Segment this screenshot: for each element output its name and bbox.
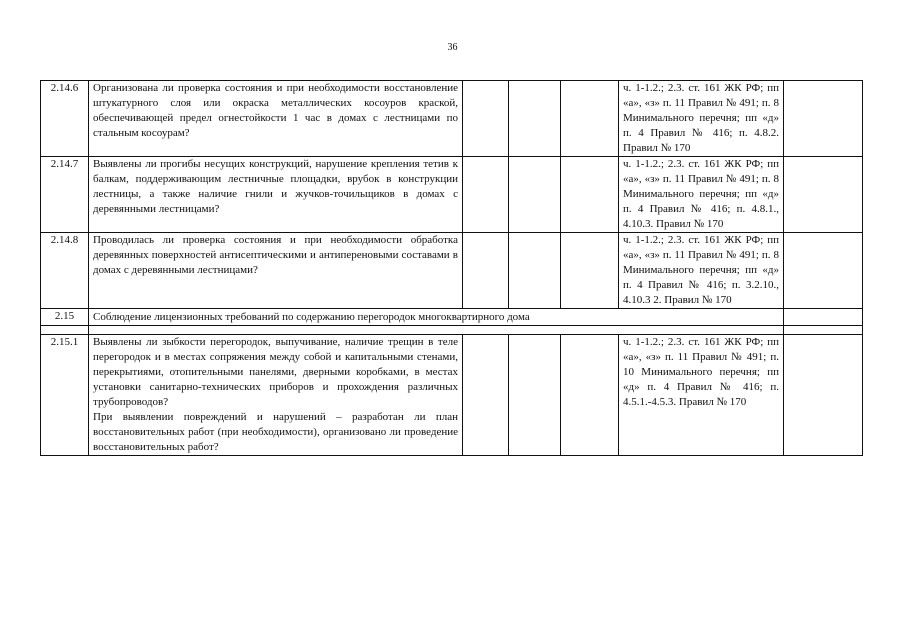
question-text: При выявлении повреждений и нарушений – разработан ли план восстановительных работ (при необходимости), организовано ли проведение восстановительных работ?: [93, 411, 458, 453]
item-question: [89, 157, 463, 233]
notes-cell[interactable]: [784, 81, 863, 157]
table-row: [41, 233, 863, 309]
table-row: [41, 157, 863, 233]
item-references: ч. 1-1.2.; 2.3. ст. 161 ЖК РФ; пп «а», «з» п. 11 Правил № 491; п. 10 Минимального перечня; пп «д» п. 4 Правил № 416; п. 4.5.1.-4.5.3. Правил № 170: [619, 335, 784, 456]
item-question: [89, 81, 463, 157]
question-text: Проводилась ли проверка состояния и при необходимости обработка деревянных поверхностей антисептическими и антипереновыми составами в домах с деревянными лестницами?: [93, 234, 458, 276]
item-number: 2.14.6: [41, 81, 89, 157]
notes-cell[interactable]: [784, 157, 863, 233]
spacer-cell: [41, 326, 89, 335]
notes-cell[interactable]: [784, 233, 863, 309]
item-question: [89, 335, 463, 456]
question-text: Выявлены ли прогибы несущих конструкций, нарушение крепления тетив к балкам, поддерживающим лестничные площадки, врубок в конструкции лестницы, а также наличие гнили и жучков-точильщиков в домах с деревянными лестницами?: [93, 158, 458, 215]
checklist-table: [40, 80, 863, 456]
answer-no-cell[interactable]: [509, 81, 561, 157]
question-text: Организована ли проверка состояния и при необходимости восстановление штукатурного слоя или окраска металлических косоуров краской, обеспечивающей предел огнестойкости 1 час в домах с лестницами по стальным косоурам?: [93, 82, 458, 139]
page-number: 36: [447, 42, 458, 53]
notes-cell[interactable]: [784, 335, 863, 456]
item-references: ч. 1-1.2.; 2.3. ст. 161 ЖК РФ; пп «а», «з» п. 11 Правил № 491; п. 8 Минимального перечня; пп «д» п. 4 Правил № 416; п. 4.8.2. Правил № 170: [619, 81, 784, 157]
table-row: [41, 81, 863, 157]
table-row: [41, 335, 863, 456]
answer-na-cell[interactable]: [561, 233, 619, 309]
section-title: Соблюдение лицензионных требований по содержанию перегородок многоквартирного дома: [89, 309, 784, 326]
answer-yes-cell[interactable]: [463, 157, 509, 233]
answer-na-cell[interactable]: [561, 157, 619, 233]
item-number: 2.15.1: [41, 335, 89, 456]
question-text: Выявлены ли зыбкости перегородок, выпучивание, наличие трещин в теле перегородок и в местах сопряжения между собой и капитальными стенами, перекрытиями, отопительными панелями, дверными коробками, в местах установки санитарно-технических приборов и прохождения различных трубопроводов?: [93, 336, 458, 408]
section-number: 2.15: [41, 309, 89, 326]
item-question: [89, 233, 463, 309]
item-number: 2.14.8: [41, 233, 89, 309]
answer-na-cell[interactable]: [561, 335, 619, 456]
spacer-cell: [784, 326, 863, 335]
answer-yes-cell[interactable]: [463, 233, 509, 309]
answer-no-cell[interactable]: [509, 233, 561, 309]
item-references: ч. 1-1.2.; 2.3. ст. 161 ЖК РФ; пп «а», «з» п. 11 Правил № 491; п. 8 Минимального перечня; пп «д» п. 4 Правил № 416; п. 3.2.10., 4.10.3 2. Правил № 170: [619, 233, 784, 309]
answer-no-cell[interactable]: [509, 335, 561, 456]
notes-cell[interactable]: [784, 309, 863, 326]
answer-na-cell[interactable]: [561, 81, 619, 157]
answer-yes-cell[interactable]: [463, 81, 509, 157]
item-number: 2.14.7: [41, 157, 89, 233]
item-references: ч. 1-1.2.; 2.3. ст. 161 ЖК РФ; пп «а», «з» п. 11 Правил № 491; п. 8 Минимального перечня; пп «д» п. 4 Правил № 416; п. 4.8.1., 4.10.3. Правил № 170: [619, 157, 784, 233]
section-header-row: [41, 309, 863, 326]
answer-yes-cell[interactable]: [463, 335, 509, 456]
answer-no-cell[interactable]: [509, 157, 561, 233]
spacer-row: [41, 326, 863, 335]
spacer-cell: [89, 326, 784, 335]
